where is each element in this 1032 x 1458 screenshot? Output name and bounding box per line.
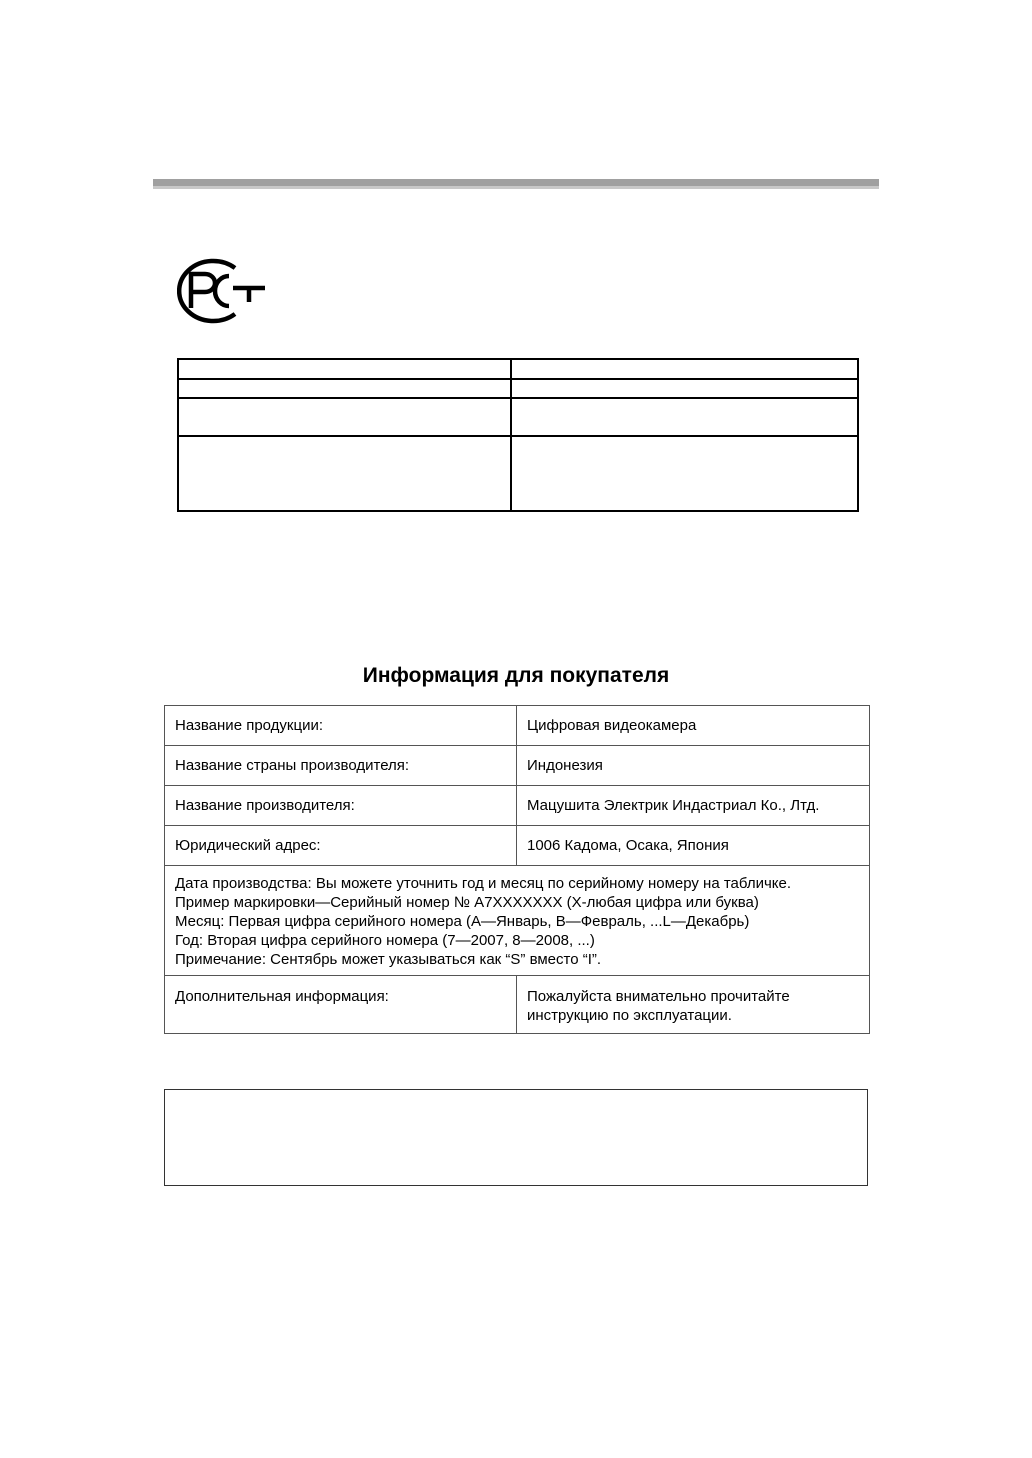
extra-info-line-2: инструкцию по эксплуатации. [527,1007,732,1024]
cert-cell [178,436,511,511]
top-divider [153,179,879,189]
table-row [165,746,870,786]
cert-cell [511,379,858,398]
table-row [165,826,870,866]
extra-info-line-1: Пожалуйста внимательно прочитайте [527,988,790,1005]
cert-cell [511,436,858,511]
production-date-info [165,866,870,976]
manufacturer-value: Мацушита Электрик Индастриал Ко., Лтд. [517,786,870,826]
certificate-table [177,358,859,512]
extra-info-value [517,976,870,1034]
page-title: Информация для покупателя [362,664,670,687]
date-line-4: Год: Вторая цифра серийного номера (7—2007, 8—2008, ...) [175,932,595,949]
cert-cell [178,359,511,379]
cert-cell [178,398,511,436]
empty-note-box [164,1089,868,1186]
extra-info-label: Дополнительная информация: [165,976,517,1034]
manufacturer-label: Название производителя: [165,786,517,826]
table-row [165,976,870,1034]
country-label: Название страны производителя: [165,746,517,786]
address-value: 1006 Кадома, Осака, Япония [517,826,870,866]
pct-certification-mark-icon [177,258,269,324]
table-row [165,706,870,746]
cert-cell [511,398,858,436]
date-line-1: Дата производства: Вы можете уточнить год и месяц по серийному номеру на табличке. [175,875,792,892]
product-value: Цифровая видеокамера [517,706,870,746]
date-line-3: Месяц: Первая цифра серийного номера (A—Январь, B—Февраль, ...L—Декабрь) [175,913,750,930]
date-line-5: Примечание: Сентябрь может указываться как “S” вместо “I”. [175,951,602,968]
date-line-2: Пример маркировки—Серийный номер № A7XXXXXXX (X-любая цифра или буква) [175,894,759,911]
product-label: Название продукции: [165,706,517,746]
buyer-info-table [164,705,870,1034]
cert-cell [178,379,511,398]
address-label: Юридический адрес: [165,826,517,866]
table-row [165,866,870,976]
table-row [165,786,870,826]
country-value: Индонезия [517,746,870,786]
cert-cell [511,359,858,379]
